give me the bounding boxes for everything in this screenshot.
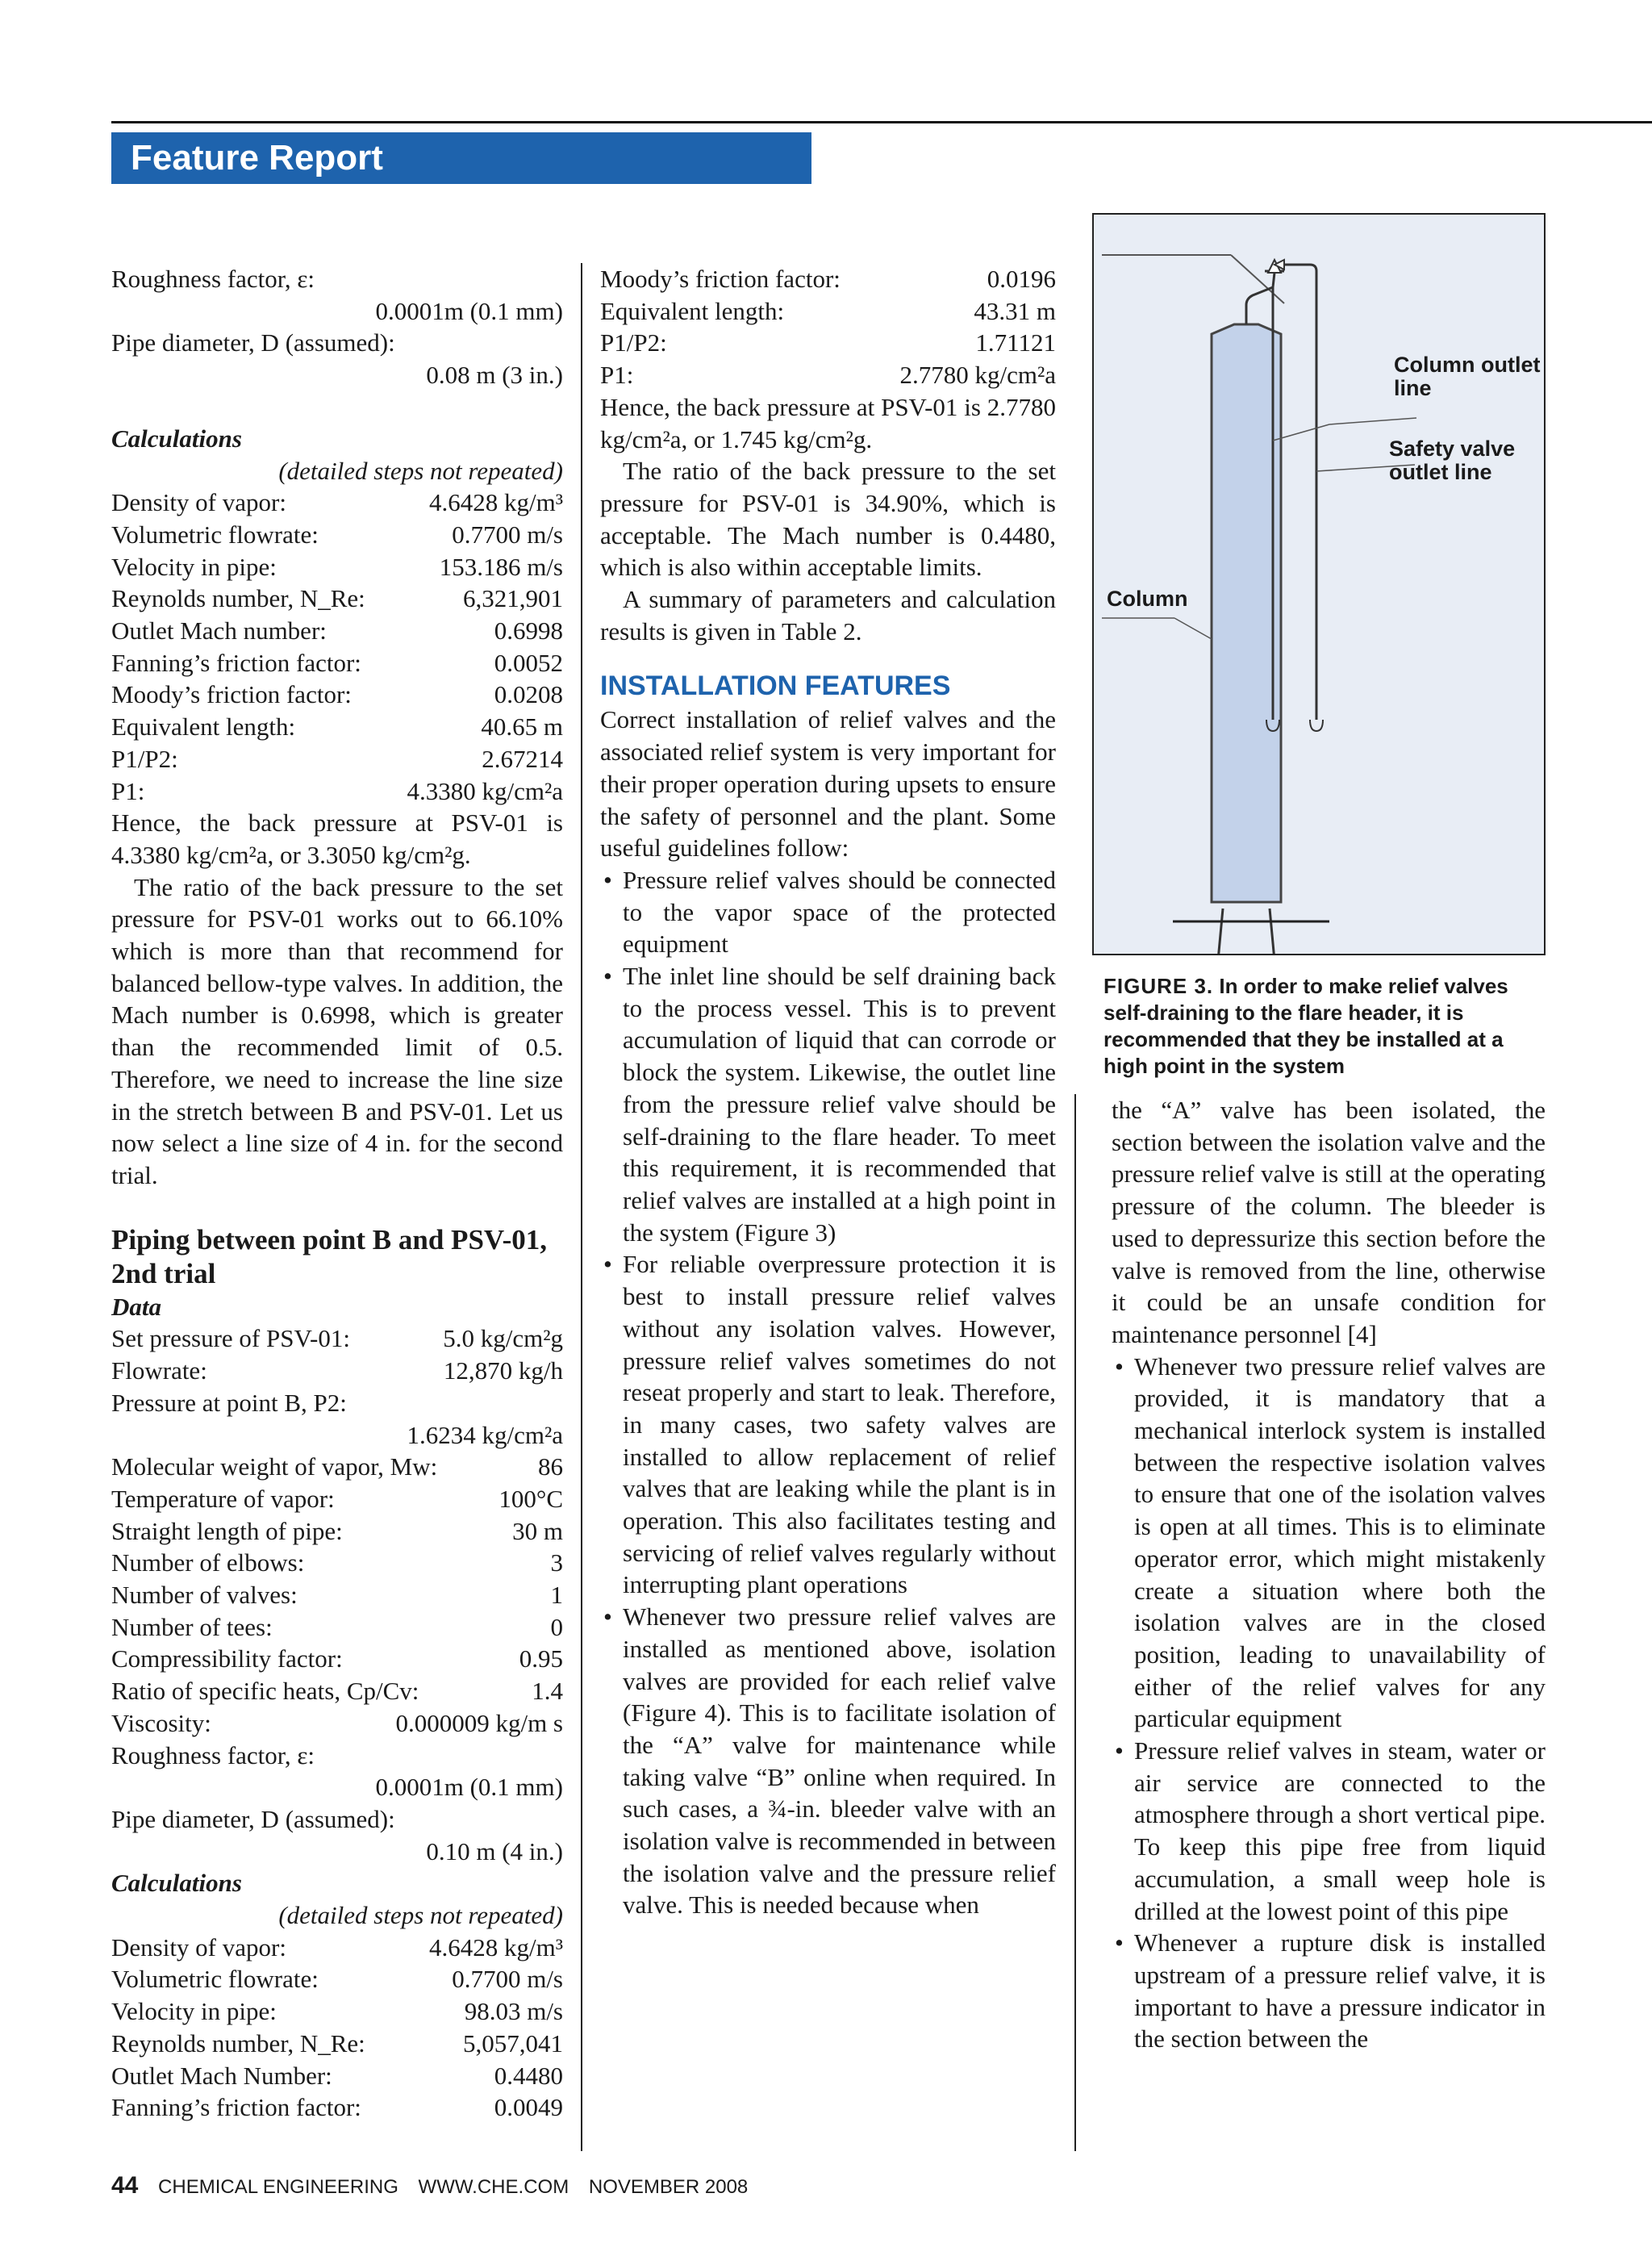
data-row — [600, 359, 1056, 391]
column-vessel — [1212, 324, 1281, 902]
row-value: 4.6428 kg/m³ — [428, 488, 563, 517]
safety-valve-outlet-line — [1284, 265, 1316, 720]
row-label: Temperature of vapor: — [111, 1484, 335, 1513]
rough2-label: Roughness factor, ε: — [111, 1740, 315, 1769]
column-rule-1 — [581, 263, 582, 2151]
row-value: 40.65 m — [481, 712, 563, 742]
row-value: 0.95 — [519, 1644, 563, 1673]
row-value: 4.3380 kg/cm²a — [407, 776, 563, 805]
data-row — [111, 2028, 563, 2060]
row-label: P1/P2: — [111, 744, 178, 773]
data-row — [600, 295, 1056, 328]
installation-heading: INSTALLATION FEATURES — [600, 671, 951, 702]
data-row — [111, 487, 563, 519]
outlet-drain-2 — [1310, 720, 1323, 731]
data-row — [111, 1932, 563, 1964]
ratio-para-1: The ratio of the back pressure to the set pressure for PSV-01 works out to 66.10% which is more than that recommend for balanced bellow-type valves. In addition, the Mach number is 0.6998, which is greater than the recommended limit of 0.5. Therefore, we need to increase the line size in the stretch between B and PSV-01. Let us now select a line size of 4 in. for the second trial. — [111, 872, 563, 1189]
row-value: 0.0052 — [494, 648, 563, 677]
label-column-outlet: Column outlet line — [1394, 353, 1541, 400]
row-label: Equivalent length: — [600, 296, 785, 325]
leader-line — [1174, 618, 1212, 639]
row-label: Straight length of pipe: — [111, 1516, 343, 1545]
diam2-label: Pipe diameter, D (assumed): — [111, 1804, 395, 1833]
data-row — [111, 679, 563, 711]
row-label: P1: — [600, 361, 634, 390]
data-row — [111, 711, 563, 743]
install-intro: Correct installation of relief valves and the associated relief system is very important for their proper operation during upsets to ensure the safety of personnel and the plant. Some useful guidelines follow: — [600, 705, 1056, 863]
data-row — [111, 1995, 563, 2028]
data-row — [111, 1355, 563, 1387]
row-value: 0 — [550, 1612, 563, 1641]
data-row — [111, 2060, 563, 2092]
row-label: Viscosity: — [111, 1708, 211, 1737]
figure-caption-text: In order to make relief valves self-draining to the flare header, it is recommended that they be installed at a high point in the system — [1103, 974, 1508, 1078]
row-label: Reynolds number, N_Re: — [111, 2028, 365, 2058]
row-label: Fanning’s friction factor: — [111, 648, 361, 677]
row-label: P1/P2: — [600, 328, 667, 357]
row-value: 2.67214 — [482, 744, 563, 773]
magazine-name: CHEMICAL ENGINEERING — [158, 2176, 398, 2198]
row-value: 4.6428 kg/m³ — [428, 1932, 563, 1961]
row-label: Equivalent length: — [111, 712, 296, 742]
data-row — [111, 1579, 563, 1611]
diam2-value: 0.10 m (4 in.) — [426, 1836, 563, 1865]
label-column: Column — [1107, 587, 1188, 611]
list-item: • Whenever two pressure relief valves are provided, it is mandatory that a mechanical interlock system is installed between the respective isolation valves to ensure that one of the isolation valves is open at all times. This is to eliminate operator error, which might mistakenly create a situation where both the isolation valves are in the closed position, leading to unavailability of either of the relief valves for any particular equipment — [1112, 1351, 1546, 1735]
row-value: 12,870 kg/h — [443, 1356, 563, 1385]
data-row — [111, 2091, 563, 2124]
row-value: 86 — [538, 1452, 563, 1481]
row-value: 1.4 — [532, 1677, 563, 1706]
row-label: Volumetric flowrate: — [111, 520, 319, 549]
column-1 — [111, 263, 563, 2124]
column-rule-2 — [1074, 1094, 1076, 2151]
row-label: Density of vapor: — [111, 488, 286, 517]
row-label: Number of elbows: — [111, 1548, 305, 1577]
row-label: Outlet Mach number: — [111, 616, 327, 645]
data-row — [111, 1675, 563, 1707]
page-footer — [111, 2172, 762, 2200]
rough-label: Roughness factor, ε: — [111, 265, 315, 293]
page-number: 44 — [111, 2172, 139, 2199]
row-value: 0.4480 — [494, 2061, 563, 2090]
column-2 — [600, 263, 1056, 1921]
data-row — [600, 327, 1056, 359]
list-item: • Pressure relief valves in steam, water or air service are connected to the atmosphere through a short vertical pipe. To keep this pipe free from liquid accumulation, a small weep hole is drilled at the lowest point of this pipe — [1112, 1735, 1546, 1927]
row-value: 30 m — [512, 1516, 563, 1545]
row-value: 98.03 m/s — [464, 1997, 563, 2026]
row-value: 2.7780 kg/cm²a — [899, 361, 1056, 390]
data-row — [111, 1963, 563, 1995]
row-label: Number of valves: — [111, 1581, 298, 1610]
calc-heading: Calculations — [111, 424, 242, 453]
data-row — [600, 263, 1056, 295]
leader-line — [1329, 418, 1416, 424]
calc-rows — [111, 487, 563, 807]
row-label: Velocity in pipe: — [111, 1997, 277, 2026]
rough2-value: 0.0001m (0.1 mm) — [375, 1773, 563, 1802]
row-value: 100°C — [499, 1484, 563, 1513]
pressure-b-label: Pressure at point B, P2: — [111, 1388, 347, 1417]
data-row — [111, 775, 563, 808]
data-row — [111, 647, 563, 679]
row-value: 3 — [550, 1548, 563, 1577]
figure-caption — [1103, 973, 1546, 1080]
row-label: Flowrate: — [111, 1356, 207, 1385]
data-rows-b — [111, 1451, 563, 1739]
row-label: Outlet Mach Number: — [111, 2061, 332, 2090]
row-value: 0.0196 — [987, 265, 1056, 293]
row-label: Density of vapor: — [111, 1932, 286, 1961]
figure-3-diagram — [1094, 215, 1544, 954]
row-label: Ratio of specific heats, Cp/Cv: — [111, 1677, 419, 1706]
data-row — [111, 743, 563, 775]
section-banner: Feature Report — [111, 132, 811, 184]
top-rule — [111, 121, 1652, 123]
row-value: 0.0049 — [494, 2093, 563, 2122]
data-row — [111, 1322, 563, 1355]
row-label: Set pressure of PSV-01: — [111, 1324, 350, 1353]
row-label: Moody’s friction factor: — [600, 265, 841, 293]
data-row — [111, 583, 563, 615]
pressure-b-value: 1.6234 kg/cm²a — [407, 1420, 563, 1449]
row-value: 0.7700 m/s — [452, 1965, 563, 1994]
data-heading: Data — [111, 1292, 161, 1321]
data-row — [111, 1643, 563, 1675]
list-item: • The inlet line should be self draining back to the process vessel. This is to prevent accumulation of liquid that can corrode or block the system. Likewise, the outlet line from the pressure relief valve should be self-draining to the flare header. To meet this requirement, it is recommended that relief valves are installed at a high point in the system (Figure 3) — [600, 960, 1056, 1248]
continued-para: the “A” valve has been isolated, the section between the isolation valve and the pressure relief valve is still at the operating pressure of the column. The bleeder is used to depressurize this section before the valve is removed from the line, otherwise it could be an unsafe condition for maintenance personnel [4] — [1112, 1096, 1546, 1348]
row-value: 1 — [550, 1581, 563, 1610]
data-row — [111, 1611, 563, 1644]
label-safety-outlet: Safety valve outlet line — [1389, 437, 1516, 484]
list-item: • Whenever a rupture disk is installed upstream of a pressure relief valve, it is important to have a pressure indicator in the section between the — [1112, 1927, 1546, 2055]
summary-para: A summary of parameters and calculation results is given in Table 2. — [600, 585, 1056, 645]
data-row — [111, 1483, 563, 1515]
row-value: 0.7700 m/s — [452, 520, 563, 549]
row-value: 0.000009 kg/m s — [395, 1708, 563, 1737]
calc2-heading: Calculations — [111, 1869, 242, 1898]
row-label: Velocity in pipe: — [111, 552, 277, 581]
data-row — [111, 1547, 563, 1579]
list-item: • Whenever two pressure relief valves are installed as mentioned above, isolation valves are provided for each relief valve (Figure 4). This is to facilitate isolation of the “A” valve for maintenance while taking valve “B” online when required. In such cases, a ¾-in. bleeder valve with an isolation valve is recommended in between the isolation valve and the pressure relief valve. This is needed because when — [600, 1601, 1056, 1921]
top-rows — [600, 263, 1056, 391]
row-label: Reynolds number, N_Re: — [111, 584, 365, 613]
install-bullets — [600, 864, 1056, 1921]
row-label: Volumetric flowrate: — [111, 1965, 319, 1994]
row-value: 1.71121 — [975, 328, 1056, 357]
data-row — [111, 1451, 563, 1483]
data-row — [111, 1515, 563, 1548]
row-label: Molecular weight of vapor, Mw: — [111, 1452, 438, 1481]
back-pressure-1: Hence, the back pressure at PSV-01 is 4.3380 kg/cm²a, or 3.3050 kg/cm²g. — [111, 808, 563, 869]
figure-number: FIGURE 3. — [1103, 974, 1214, 998]
rough-value: 0.0001m (0.1 mm) — [375, 296, 563, 325]
row-label: Fanning’s friction factor: — [111, 2093, 361, 2122]
issue-date: NOVEMBER 2008 — [588, 2176, 749, 2198]
data-rows-a — [111, 1322, 563, 1386]
row-label: Moody’s friction factor: — [111, 680, 352, 709]
data-row — [111, 1707, 563, 1740]
row-value: 0.0208 — [494, 680, 563, 709]
skirt-left — [1212, 909, 1223, 954]
trial-heading: Piping between point B and PSV-01, 2nd trial — [111, 1223, 547, 1289]
calc2-note: (detailed steps not repeated) — [278, 1901, 563, 1930]
list-item: • For reliable overpressure protection it is best to install pressure relief valves without any isolation valves. However, pressure relief valves sometimes do not reseat properly and start to leak. Therefore, in many cases, two safety valves are installed to allow replacement of relief valves that are leaking while the plant is in operation. This also facilitates testing and servicing of relief valves regularly without interrupting plant operations — [600, 1248, 1056, 1601]
diam-label: Pipe diameter, D (assumed): — [111, 328, 395, 357]
figure-3 — [1092, 213, 1546, 955]
data-row — [111, 519, 563, 551]
data-row — [111, 551, 563, 583]
col3-bullets — [1112, 1351, 1546, 2055]
calc-note: (detailed steps not repeated) — [278, 456, 563, 485]
row-label: P1: — [111, 776, 145, 805]
row-value: 6,321,901 — [463, 584, 563, 613]
diam-value: 0.08 m (3 in.) — [426, 361, 563, 390]
inlet-line — [1246, 273, 1274, 324]
row-value: 153.186 m/s — [439, 552, 563, 581]
skirt-right — [1270, 909, 1281, 954]
row-value: 5,057,041 — [463, 2028, 563, 2058]
row-value: 43.31 m — [974, 296, 1056, 325]
list-item: • Pressure relief valves should be connected to the vapor space of the protected equipment — [600, 864, 1056, 960]
data-row — [111, 615, 563, 647]
row-value: 0.6998 — [494, 616, 563, 645]
calc2-rows — [111, 1932, 563, 2124]
row-label: Number of tees: — [111, 1612, 273, 1641]
column-3 — [1112, 1094, 1546, 2055]
back-pressure-2: Hence, the back pressure at PSV-01 is 2.7780 kg/cm²a, or 1.745 kg/cm²g. — [600, 392, 1056, 453]
ratio-para-2: The ratio of the back pressure to the set pressure for PSV-01 is 34.90%, which is acceptable. The Mach number is 0.4480, which is also within acceptable limits. — [600, 457, 1056, 582]
website: WWW.CHE.COM — [418, 2176, 569, 2198]
row-label: Compressibility factor: — [111, 1644, 343, 1673]
row-value: 5.0 kg/cm²g — [443, 1324, 563, 1353]
